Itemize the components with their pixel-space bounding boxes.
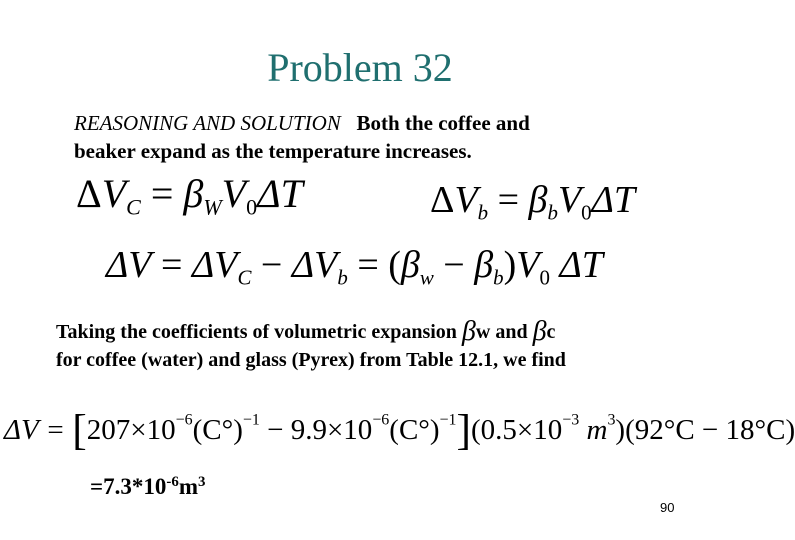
eq3-beta-b: β [474, 244, 494, 286]
eq1-var: V [101, 171, 127, 216]
beta-w-symbol: β [461, 316, 476, 348]
eq3-lhs: ΔV [106, 244, 152, 286]
coefficients-paragraph [56, 318, 566, 374]
eq1-dt: ΔT [257, 171, 303, 216]
result-exp: -6 [166, 474, 179, 490]
eq2-beta-sub: b [547, 200, 558, 225]
eq3-term1: ΔV [191, 244, 238, 286]
eq1-equals: = [140, 171, 184, 216]
equation-delta-vb [430, 178, 635, 225]
eq1-beta-sub: W [203, 194, 222, 220]
eq4-lhs: ΔV = [4, 413, 73, 446]
eq3-term2: ΔV [291, 244, 338, 286]
reasoning-text-line1: Both the coffee and [356, 111, 530, 135]
eq2-v-sub: 0 [581, 200, 592, 225]
eq3-close-paren: ) [503, 244, 517, 286]
eq3-equals: = [151, 244, 192, 286]
eq3-beta-w-sub: w [419, 265, 434, 290]
eq4-a-exp: −6 [175, 411, 193, 429]
eq3-v: V [516, 244, 540, 286]
eq4-c: (0.5×10 [471, 413, 563, 446]
eq3-dt: ΔT [549, 244, 603, 286]
taking-text-line2: for coffee (water) and glass (Pyrex) from Table 12.1, we find [56, 349, 566, 372]
eq3-term2-sub: b [337, 265, 348, 290]
eq3-minus: − [251, 244, 292, 286]
eq2-sub: b [477, 200, 489, 225]
reasoning-label: REASONING AND SOLUTION [74, 111, 341, 135]
eq3-equals-paren: = ( [347, 244, 401, 286]
eq3-beta-w: β [400, 244, 420, 286]
reasoning-paragraph [74, 109, 530, 165]
eq4-d: )(92°C − 18°C) [615, 413, 795, 446]
eq4-b-exp: −6 [372, 411, 390, 429]
equation-delta-v [106, 243, 603, 290]
slide-title: Problem 32 [267, 45, 453, 90]
eq1-delta: Δ [76, 171, 102, 216]
equation-numeric [4, 405, 795, 455]
eq3-v-sub: 0 [539, 265, 550, 290]
eq3-beta-b-sub: b [493, 265, 504, 290]
eq4-a-unit-exp: −1 [242, 411, 260, 429]
eq2-var: V [454, 179, 478, 221]
eq4-c-exp: −3 [562, 411, 580, 429]
equation-delta-vc [76, 170, 303, 221]
taking-text-a: Taking the coefficients of volumetric expansion [56, 321, 457, 343]
result-value [90, 474, 205, 500]
eq4-minus: − 9.9×10 [259, 413, 373, 446]
eq4-c-unit-exp: 3 [607, 411, 616, 429]
eq2-equals: = [488, 179, 529, 221]
eq4-open-bracket: [ [72, 406, 87, 454]
taking-text-b: w and [475, 321, 528, 343]
eq2-dt: ΔT [591, 179, 636, 221]
eq4-a: 207×10 [86, 413, 176, 446]
page-number: 90 [660, 500, 675, 515]
result-number: =7.3 [90, 474, 132, 500]
eq1-beta: β [183, 171, 204, 216]
eq3-term1-sub: C [237, 265, 252, 290]
eq1-v: V [221, 171, 247, 216]
eq1-sub: C [126, 194, 141, 220]
result-times: * [131, 474, 144, 500]
result-base: 10 [143, 474, 167, 500]
eq2-beta: β [528, 179, 548, 221]
taking-text-c: c [546, 321, 556, 343]
eq1-v-sub: 0 [246, 194, 258, 220]
eq4-close-bracket: ] [456, 406, 472, 454]
eq3-minus2: − [433, 244, 475, 286]
beta-c-symbol: β [532, 316, 547, 348]
eq4-b-unit-exp: −1 [439, 411, 457, 429]
reasoning-text-line2: beaker expand as the temperature increases. [74, 139, 472, 163]
eq4-c-unit: m [579, 413, 608, 446]
eq4-b-unit: (C°) [389, 413, 440, 446]
result-unit: m [178, 474, 198, 500]
eq2-v: V [557, 179, 582, 221]
eq4-a-unit: (C°) [192, 413, 243, 446]
eq2-delta: Δ [430, 179, 455, 221]
result-unit-exp: 3 [197, 474, 206, 490]
